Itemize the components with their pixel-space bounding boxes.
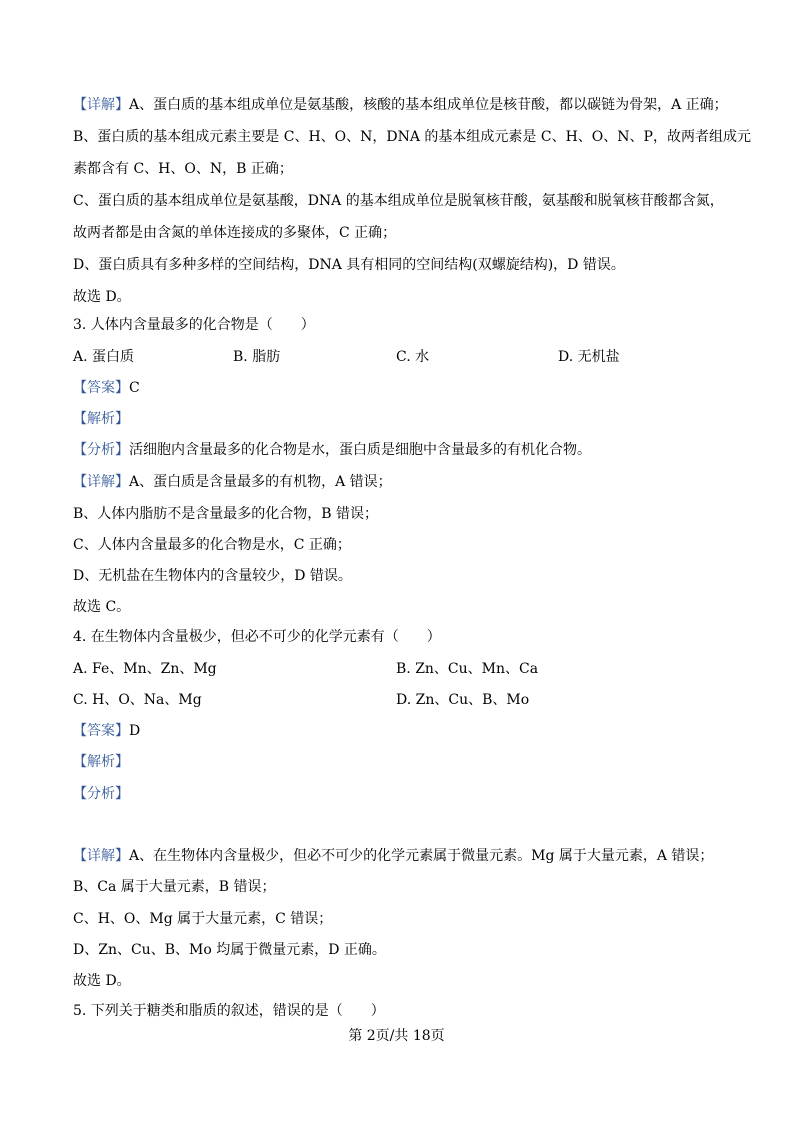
detail-line-4: C、蛋白质的基本组成单位是氨基酸，DNA 的基本组成单位是脱氧核苷酸，氨基酸和脱氧核苷酸都含氮， [73,193,724,209]
q4-answer: 【答案】D [73,723,141,739]
q3-answer: 【答案】C [73,380,140,396]
page-number: 第 2页/共 18页 [348,1028,445,1044]
question-5-stem: 5. 下列关于糖类和脂质的叙述，错误的是（ ） [73,1003,385,1019]
question-4-stem: 4. 在生物体内含量极少，但必不可少的化学元素有（ ） [73,629,441,645]
q3-option-a: A. 蛋白质 [73,349,135,365]
answer-label: 【答案】 [73,380,129,396]
q4-detail-1: 【详解】A、在生物体内含量极少，但必不可少的化学元素属于微量元素。Mg 属于大量元素，A 错误； [73,848,714,864]
question-3-stem: 3. 人体内含量最多的化合物是（ ） [73,317,315,333]
q3-fenxi: 【分析】活细胞内含量最多的化合物是水，蛋白质是细胞中含量最多的有机化合物。 [73,442,591,458]
q3-detail-4: D、无机盐在生物体内的含量较少，D 错误。 [73,568,352,584]
q4-conclusion: 故选 D。 [73,973,131,989]
detail-label: 【详解】 [73,474,129,490]
detail-label: 【详解】 [73,848,129,864]
q3-detail-1: 【详解】A、蛋白质是含量最多的有机物，A 错误； [73,474,392,490]
answer-label: 【答案】 [73,723,129,739]
q4-fenxi-label: 【分析】 [73,786,129,802]
q3-detail-2: B、人体内脂肪不是含量最多的化合物，B 错误； [73,506,379,522]
detail-line-6: D、蛋白质具有多种多样的空间结构，DNA 具有相同的空间结构(双螺旋结构)，D 错误。 [73,257,625,273]
q4-option-c: C. H、O、Na、Mg [73,692,202,708]
q3-option-d: D. 无机盐 [558,349,620,365]
q4-detail-2: B、Ca 属于大量元素，B 错误； [73,879,276,895]
detail-line-5: 故两者都是由含氮的单体连接成的多聚体，C 正确； [73,225,397,241]
q4-option-d: D. Zn、Cu、B、Mo [396,692,530,708]
conclusion-line: 故选 D。 [73,289,131,305]
q3-conclusion: 故选 C。 [73,599,131,615]
q4-analysis-label: 【解析】 [73,754,129,770]
q3-option-c: C. 水 [396,349,430,365]
q3-detail-3: C、人体内含量最多的化合物是水，C 正确； [73,537,351,553]
q4-detail-4: D、Zn、Cu、B、Mo 均属于微量元素，D 正确。 [73,942,386,958]
q3-analysis-label: 【解析】 [73,411,129,427]
detail-line-3: 素都含有 C、H、O、N，B 正确； [73,161,293,177]
detail-line-2: B、蛋白质的基本组成元素主要是 C、H、O、N，DNA 的基本组成元素是 C、H、O、N、P，故两者组成元 [73,129,751,145]
q4-option-b: B. Zn、Cu、Mn、Ca [396,661,539,677]
detail-label: 【详解】 [73,97,129,113]
q4-option-a: A. Fe、Mn、Zn、Mg [73,661,217,677]
detail-line-1: 【详解】A、蛋白质的基本组成单位是氨基酸，核酸的基本组成单位是核苷酸，都以碳链为骨架，A 正确； [73,97,728,113]
fenxi-label: 【分析】 [73,442,129,458]
q3-option-b: B. 脂肪 [233,349,281,365]
q4-detail-3: C、H、O、Mg 属于大量元素，C 错误； [73,911,333,927]
